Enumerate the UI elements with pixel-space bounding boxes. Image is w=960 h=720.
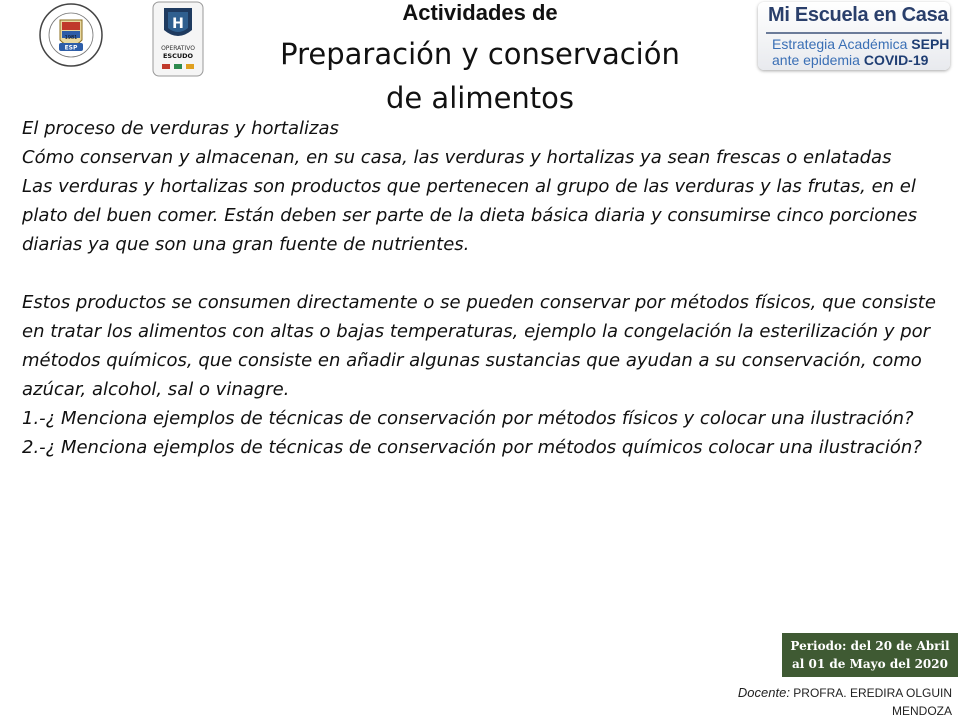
question-2: 2.-¿ Menciona ejemplos de técnicas de conservación por métodos químicos colocar una ilustración? bbox=[22, 437, 922, 458]
mec-subtitle-1 bbox=[772, 36, 949, 52]
mec-subtitle-2 bbox=[772, 52, 928, 68]
activity-body bbox=[22, 114, 950, 462]
docente-credit bbox=[738, 684, 952, 720]
period-line-2: al 01 de Mayo del 2020 bbox=[792, 657, 948, 671]
paragraph-spacer bbox=[22, 259, 950, 288]
school-year: 1981 bbox=[64, 35, 78, 41]
question-1: 1.-¿ Menciona ejemplos de técnicas de conservación por métodos físicos y colocar una ilustración? bbox=[22, 408, 914, 429]
svg-text:H: H bbox=[172, 16, 184, 32]
mec-sub1-strong: SEPH bbox=[911, 36, 950, 52]
header-kicker: Actividades de bbox=[402, 0, 558, 25]
docente-name-2: MENDOZA bbox=[892, 704, 952, 718]
period-line-1: Periodo: del 20 de Abril bbox=[790, 639, 950, 653]
page-title-line-2: de alimentos bbox=[385, 81, 575, 115]
docente-line-1 bbox=[738, 684, 952, 702]
escudo-text-1: OPERATIVO bbox=[161, 45, 195, 52]
mec-sub1-prefix: Estrategia Académica bbox=[772, 36, 912, 52]
mi-escuela-en-casa-logo bbox=[758, 2, 950, 70]
topic-line: El proceso de verduras y hortalizas bbox=[22, 118, 339, 139]
prompt-line: Cómo conservan y almacenan, en su casa, las verduras y hortalizas ya sean frescas o enlatadas bbox=[22, 147, 892, 168]
period-badge bbox=[782, 633, 958, 677]
docente-name-1: PROFRA. EREDIRA OLGUIN bbox=[793, 686, 952, 700]
mec-divider bbox=[766, 32, 942, 34]
mec-title: Mi Escuela en Casa bbox=[768, 4, 949, 26]
page-title-line-1: Preparación y conservación bbox=[280, 37, 680, 71]
svg-text:ESP: ESP bbox=[64, 44, 78, 52]
escudo-text-2: ESCUDO bbox=[162, 52, 194, 60]
mec-sub2-strong: COVID-19 bbox=[863, 52, 929, 68]
paragraph-conservacion: Estos productos se consumen directamente o se pueden conservar por métodos físicos, que consiste en tratar los alimentos con altas o bajas temperaturas, ejemplo la congelación la esterilización y por métodos químicos, que consiste en añadir algunas sustancias que ayudan a su conservación, como azúcar, alcohol, sal o vinagre. bbox=[22, 292, 936, 400]
paragraph-verduras: Las verduras y hortalizas son productos que pertenecen al grupo de las verduras y las frutas, en el plato del buen comer. Están deben ser parte de la dieta básica diaria y consumirse cinco porciones diarias ya que son una gran fuente de nutrientes. bbox=[22, 176, 918, 255]
docente-label: Docente: bbox=[737, 685, 790, 700]
mec-sub2-prefix: ante epidemia bbox=[772, 52, 864, 68]
